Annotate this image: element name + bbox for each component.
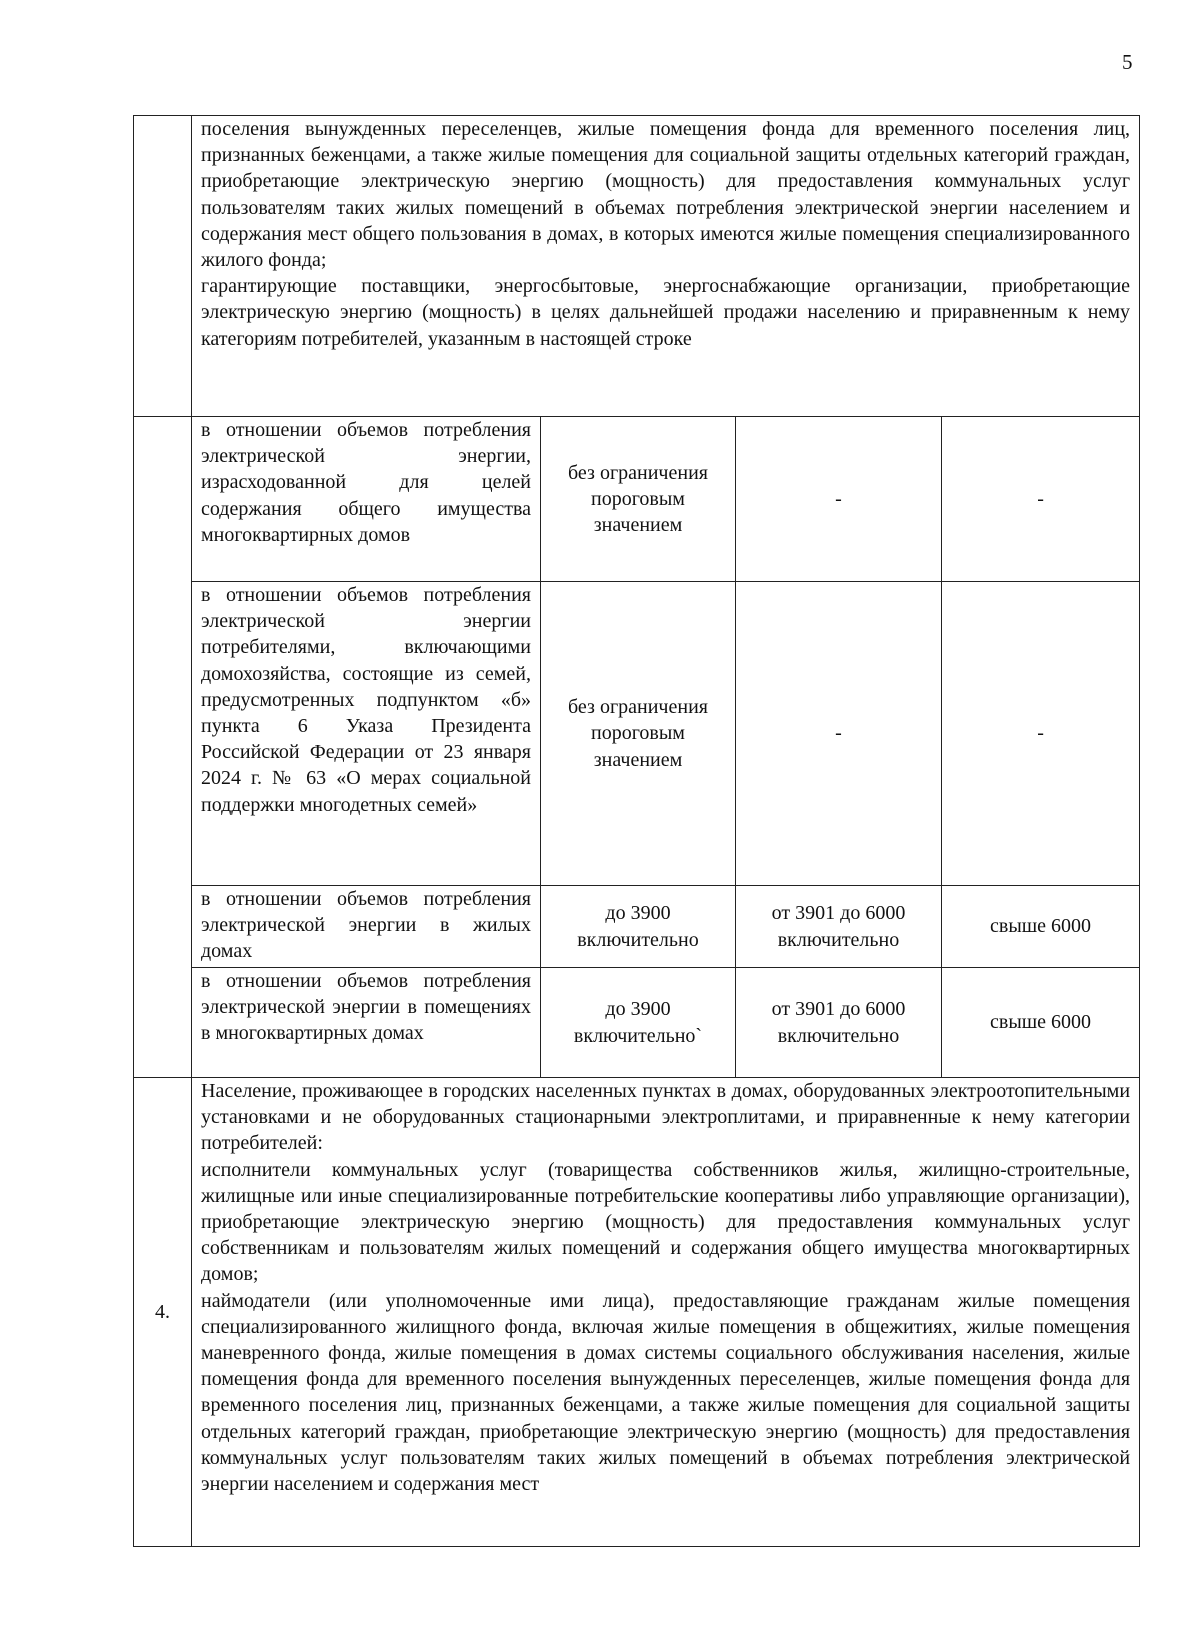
row-number-cell-empty xyxy=(134,116,192,417)
sub-row-range-2: от 3901 до 6000 включительно xyxy=(736,886,942,968)
continued-paragraph-2: гарантирующие поставщики, энергосбытовые, энергоснабжающие организации, приобретающие электрическую энергию (мощность) в целях дальнейшей продажи населению и приравненным к нему категориям потребителей, указанным в настоящей строке xyxy=(201,275,1131,350)
sub-row-description: в отношении объемов потребления электрической энергии, израсходованной для целей содержания общего имущества многоквартирных домов xyxy=(192,417,541,582)
table-row-continued xyxy=(134,116,1140,417)
table-row-common-property xyxy=(134,417,1140,582)
sub-row-range-1: без ограничения пороговым значением xyxy=(541,582,736,886)
table-row-houses xyxy=(134,886,1140,968)
sub-row-range-2: - xyxy=(736,582,942,886)
row-4-paragraph-3: наймодатели (или уполномоченные ими лица), предоставляющие гражданам жилые помещения специализированного жилищного фонда, включая жилые помещения в общежитиях, жилые помещения маневренного фонда, жилые помещения в домах системы социального обслуживания населения, жилые помещения фонда для временного поселения вынужденных переселенцев, жилые помещения фонда для временного поселения лиц, признанных беженцами, а также жилые помещения для социальной защиты отдельных категорий граждан, приобретающие электрическую энергию (мощность) для предоставления коммунальных услуг пользователям таких жилых помещений в объемах потребления электрической энергии населением и содержания мест xyxy=(201,1289,1131,1496)
row-number-cell-empty-sub xyxy=(134,417,192,1078)
continued-paragraph-1: поселения вынужденных переселенцев, жилые помещения фонда для временного поселения лиц, признанных беженцами, а также жилые помещения для социальной защиты отдельных категорий граждан, приобретающие электрическую энергию (мощность) для предоставления коммунальных услуг пользователям таких жилых помещений в объемах потребления электрической энергии населением и содержания мест общего пользования в домах, в которых имеются жилые помещения специализированного жилого фонда; xyxy=(201,118,1131,272)
sub-row-range-1: до 3900 включительно` xyxy=(541,968,736,1078)
tariff-table xyxy=(133,115,1140,1547)
page-number: 5 xyxy=(1122,50,1133,74)
table-row-large-families xyxy=(134,582,1140,886)
sub-row-description: в отношении объемов потребления электрической энергии потребителями, включающими домохозяйства, состоящие из семей, предусмотренных подпунктом «б» пункта 6 Указа Президента Российской Федерации от 23 января 2024 г. № 63 «О мерах социальной поддержки многодетных семей» xyxy=(192,582,541,886)
sub-row-range-2: - xyxy=(736,417,942,582)
sub-row-description: в отношении объемов потребления электрической энергии в помещениях в многоквартирных домах xyxy=(192,968,541,1078)
row-number-4: 4. xyxy=(134,1078,192,1547)
sub-row-range-3: - xyxy=(942,417,1140,582)
sub-row-range-1: до 3900 включительно xyxy=(541,886,736,968)
table-row-4 xyxy=(134,1078,1140,1547)
sub-row-description: в отношении объемов потребления электрической энергии в жилых домах xyxy=(192,886,541,968)
row-4-paragraph-1: Население, проживающее в городских населенных пунктах в домах, оборудованных электроотопительными установками и не оборудованных стационарными электроплитами, и приравненные к нему категории потребителей: xyxy=(201,1080,1131,1155)
sub-row-range-3: свыше 6000 xyxy=(942,968,1140,1078)
sub-row-range-3: - xyxy=(942,582,1140,886)
table-row-apartments xyxy=(134,968,1140,1078)
continued-text-cell xyxy=(192,116,1140,417)
row-4-paragraph-2: исполнители коммунальных услуг (товарищества собственников жилья, жилищно-строительные, жилищные или иные специализированные потребительские кооперативы либо управляющие организации), приобретающие электрическую энергию (мощность) для предоставления коммунальных услуг собственникам и пользователям жилых помещений и содержания общего имущества многоквартирных домов; xyxy=(201,1158,1131,1286)
sub-row-range-2: от 3901 до 6000 включительно xyxy=(736,968,942,1078)
row-4-text-cell xyxy=(192,1078,1140,1547)
sub-row-range-3: свыше 6000 xyxy=(942,886,1140,968)
sub-row-range-1: без ограничения пороговым значением xyxy=(541,417,736,582)
